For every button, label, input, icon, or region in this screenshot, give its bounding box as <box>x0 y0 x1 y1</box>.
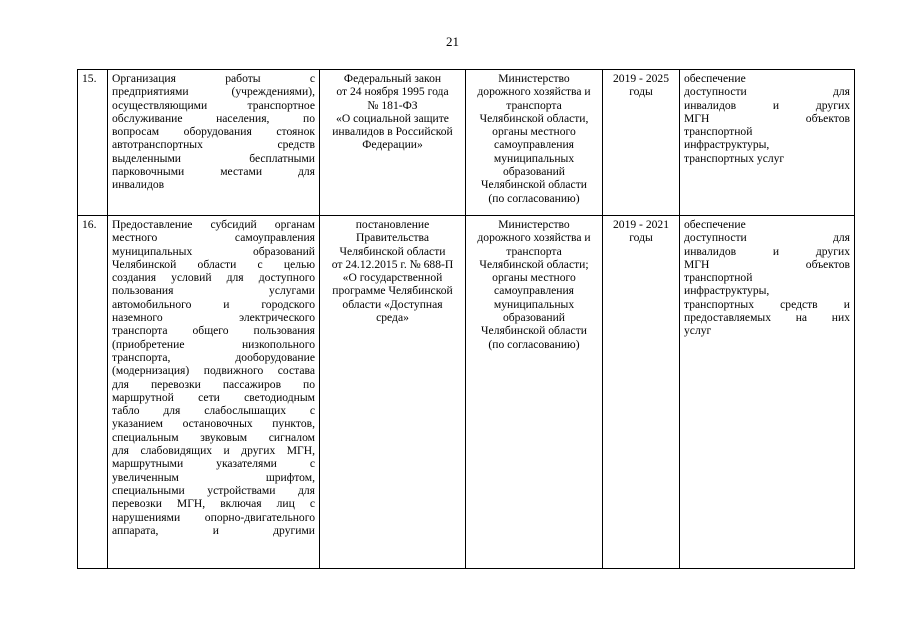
executor-line: самоуправления <box>493 284 575 298</box>
executor-line: Министерство <box>498 72 570 85</box>
measure-text-line: транспорта общего пользования <box>112 324 315 338</box>
measure-text-line: Челябинской области с целью <box>112 257 315 271</box>
executor-line: органы местного <box>492 125 576 139</box>
executor-line: Челябинской области <box>481 178 587 192</box>
result-text-line: инвалидов и других <box>684 244 850 258</box>
measure-text-line: перевозки МГН, включая лиц с <box>112 497 315 511</box>
measure-text-line: маршрутной сети светодиодным <box>112 390 315 404</box>
period-cell <box>603 216 680 569</box>
measure-text-line: выделенными бесплатными <box>112 151 315 165</box>
page-number: 21 <box>446 34 459 49</box>
result-text-line: обеспечение <box>684 218 746 231</box>
measure-text-line: обслуживание населения, по <box>112 111 315 125</box>
measure-text-line: муниципальных образований <box>112 244 315 258</box>
measures-table <box>77 69 855 569</box>
period-line: годы <box>629 85 653 99</box>
measure-text-line: предприятиями (учреждениями), <box>112 85 315 99</box>
measure-text-line: для слабовидящих и других МГН, <box>112 444 315 458</box>
legal-basis-line: Челябинской области <box>339 244 446 258</box>
measure-text-line: местного самоуправления <box>112 231 315 245</box>
executor-line: (по согласованию) <box>488 191 580 205</box>
executor-line: самоуправления <box>493 138 575 152</box>
result-text-line: доступности для <box>684 85 850 99</box>
table-row <box>78 70 855 216</box>
measure-text-line: вопросам оборудования стоянок <box>112 125 315 139</box>
measure-text-line: (модернизация) подвижного состава <box>112 364 315 378</box>
executor-line: Челябинской области <box>481 324 587 338</box>
measure-text-line: (приобретение низкопольного <box>112 337 315 351</box>
legal-basis-line: Правительства <box>356 231 429 245</box>
row-number: 15. <box>78 70 108 216</box>
legal-basis-line: «О государственной <box>342 271 443 285</box>
measure-text-line: осуществляющими транспортное <box>112 98 315 112</box>
measure-text-line: Организация работы с <box>112 72 315 85</box>
period-line: годы <box>629 231 653 245</box>
result-text-line: транспортной <box>684 271 753 285</box>
measure-text-line: инвалидов <box>112 178 165 192</box>
measure-cell <box>108 70 320 216</box>
measure-text-line: парковочными местами для <box>112 165 315 179</box>
executor-line: дорожного хозяйства и <box>477 85 591 99</box>
executor-line: транспорта <box>506 98 562 112</box>
row-number: 16. <box>78 216 108 569</box>
period-cell <box>603 70 680 216</box>
executor-cell <box>466 70 603 216</box>
executor-line: муниципальных <box>493 151 575 165</box>
measure-text-line: маршрутными указателями с <box>112 457 315 471</box>
measure-text-line: указанием остановочных пунктов, <box>112 417 315 431</box>
measure-text-line: создания условий для доступного <box>112 271 315 285</box>
legal-basis-line: среда» <box>376 311 409 325</box>
result-text-line: инвалидов и других <box>684 98 850 112</box>
legal-basis-line: от 24 ноября 1995 года <box>336 85 449 99</box>
period-line: 2019 - 2021 <box>612 218 670 231</box>
expected-result-cell <box>680 70 855 216</box>
measure-text-line: аппарата, и другими <box>112 523 315 537</box>
measure-text-line: автотранспортных средств <box>112 138 315 152</box>
result-text-line: услуг <box>684 324 712 338</box>
measure-text-line: пользования услугами <box>112 284 315 298</box>
executor-line: муниципальных <box>493 297 575 311</box>
legal-basis-line: постановление <box>355 218 430 231</box>
legal-basis-cell <box>320 70 466 216</box>
executor-line: дорожного хозяйства и <box>477 231 591 245</box>
legal-basis-cell <box>320 216 466 569</box>
expected-result-cell <box>680 216 855 569</box>
measure-text-line: для перевозки пассажиров по <box>112 377 315 391</box>
executor-line: (по согласованию) <box>488 337 580 351</box>
legal-basis-line: «О социальной защите <box>336 111 449 125</box>
measure-text-line: увеличенным шрифтом, <box>112 470 315 484</box>
result-text-line: МГН объектов <box>684 257 850 271</box>
executor-line: Челябинской области, <box>479 111 589 125</box>
result-text-line: МГН объектов <box>684 111 850 125</box>
result-text-line: предоставляемых на них <box>684 311 850 325</box>
result-text-line: транспортной <box>684 125 753 139</box>
executor-line: образований <box>502 165 566 179</box>
legal-basis-line: программе Челябинской <box>332 284 453 298</box>
measure-cell <box>108 216 320 569</box>
measure-text-line: наземного электрического <box>112 311 315 325</box>
table-row <box>78 216 855 569</box>
executor-line: органы местного <box>492 271 576 285</box>
legal-basis-line: Федеральный закон <box>343 72 442 85</box>
result-text-line: инфраструктуры, <box>684 138 770 152</box>
legal-basis-line: инвалидов в Российской <box>332 125 453 139</box>
executor-line: образований <box>502 311 566 325</box>
measure-text-line: Предоставление субсидий органам <box>112 218 315 231</box>
executor-line: Министерство <box>498 218 570 231</box>
period-line: 2019 - 2025 <box>612 72 670 85</box>
result-text-line: обеспечение <box>684 72 746 85</box>
legal-basis-line: № 181-ФЗ <box>367 98 418 112</box>
measure-text-line: специальными устройствами для <box>112 483 315 497</box>
executor-line: транспорта <box>506 244 562 258</box>
measure-text-line: транспорта, дооборудование <box>112 350 315 364</box>
measure-text-line: специальным звуковым сигналом <box>112 430 315 444</box>
result-text-line: транспортных средств и <box>684 297 850 311</box>
measure-text-line: автомобильного и городского <box>112 297 315 311</box>
measure-text-line: табло для слабослышащих с <box>112 404 315 418</box>
result-text-line: доступности для <box>684 231 850 245</box>
measure-text-line: нарушениями опорно-двигательного <box>112 510 315 524</box>
executor-line: Челябинской области; <box>479 257 589 271</box>
result-text-line: транспортных услуг <box>684 151 785 165</box>
result-text-line: инфраструктуры, <box>684 284 770 298</box>
legal-basis-line: Федерации» <box>362 138 423 152</box>
legal-basis-line: от 24.12.2015 г. № 688-П <box>331 257 454 271</box>
executor-cell <box>466 216 603 569</box>
legal-basis-line: области «Доступная <box>342 297 443 311</box>
